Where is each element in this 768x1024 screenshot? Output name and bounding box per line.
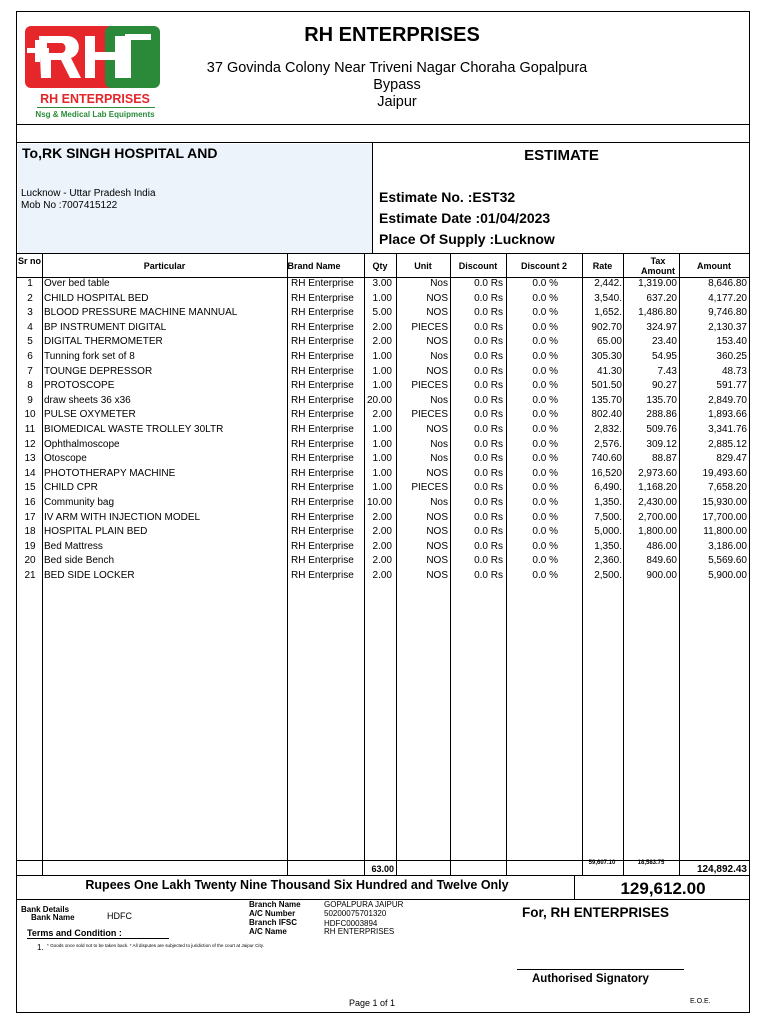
cell-discount: 0.0 Rs bbox=[474, 424, 503, 435]
cell-rate: 1,350. bbox=[594, 497, 622, 508]
cell-brand-name: RH Enterprise bbox=[291, 526, 354, 538]
cell-discount: 0.0 Rs bbox=[474, 394, 503, 406]
cell-tax-amount: 2,973.60 bbox=[638, 467, 677, 479]
cell-discount: 0.0 Rs bbox=[474, 380, 503, 392]
cell-tax-amount: 2,430.00 bbox=[638, 497, 677, 508]
table-row bbox=[17, 366, 749, 381]
cell-unit: NOS bbox=[426, 540, 448, 552]
cell-particular: BP INSTRUMENT DIGITAL bbox=[44, 321, 167, 333]
cell-amount: 360.25 bbox=[716, 351, 747, 362]
cell-particular: BIOMEDICAL WASTE TROLLEY 30LTR bbox=[44, 424, 224, 435]
cell-discount: 0.0 Rs bbox=[474, 292, 503, 304]
cell-tax-amount: 288.86 bbox=[646, 409, 677, 421]
cell-brand-name: RH Enterprise bbox=[291, 321, 354, 333]
cell-brand-name: RH Enterprise bbox=[291, 409, 354, 421]
ac-number: 50200075701320 bbox=[324, 909, 387, 918]
for-company: For, RH ENTERPRISES bbox=[522, 905, 670, 920]
cell-qty: 2.00 bbox=[372, 540, 392, 552]
cell-sr-no: 7 bbox=[27, 365, 33, 377]
table-row bbox=[17, 482, 749, 497]
cell-qty: 1.00 bbox=[372, 438, 392, 450]
cell-sr-no: 11 bbox=[24, 424, 36, 435]
cell-sr-no: 21 bbox=[24, 570, 36, 581]
cell-rate: 305.30 bbox=[591, 351, 622, 362]
cell-brand-name: RH Enterprise bbox=[291, 365, 354, 377]
estimate-date: Estimate Date :01/04/2023 bbox=[379, 210, 551, 226]
cell-discount: 0.0 Rs bbox=[474, 351, 503, 362]
cell-unit: PIECES bbox=[411, 482, 448, 494]
cell-tax-amount: 90.27 bbox=[651, 380, 677, 392]
customer-name: To,RK SINGH HOSPITAL AND bbox=[22, 145, 218, 161]
col-header-unit: Unit bbox=[414, 261, 432, 271]
customer-details bbox=[21, 188, 156, 212]
divider bbox=[17, 875, 749, 876]
company-address bbox=[177, 60, 617, 111]
cell-particular: IV ARM WITH INJECTION MODEL bbox=[44, 511, 201, 523]
cell-discount-2: 0.0 % bbox=[532, 292, 558, 304]
total-tax: 18,583.75 bbox=[637, 860, 665, 866]
cell-particular: CHILD CPR bbox=[44, 482, 98, 494]
grand-total: 129,612.00 bbox=[620, 879, 706, 898]
table-row bbox=[17, 351, 749, 366]
cell-amount: 8,646.80 bbox=[708, 278, 747, 289]
cell-particular: Community bag bbox=[44, 497, 115, 508]
cell-unit: NOS bbox=[426, 336, 448, 348]
cell-unit: PIECES bbox=[411, 321, 448, 333]
cell-brand-name: RH Enterprise bbox=[291, 336, 354, 348]
cell-rate: 902.70 bbox=[591, 321, 622, 333]
cell-qty: 1.00 bbox=[372, 292, 392, 304]
col-header-amount: Amount bbox=[697, 261, 731, 271]
table-row bbox=[17, 380, 749, 395]
cell-unit: NOS bbox=[426, 307, 448, 319]
cell-rate: 6,490. bbox=[594, 482, 622, 494]
cell-amount: 1,893.66 bbox=[708, 409, 747, 421]
cell-tax-amount: 486.00 bbox=[646, 540, 677, 552]
cell-qty: 1.00 bbox=[372, 482, 392, 494]
cell-rate: 41.30 bbox=[596, 365, 622, 377]
branch-name-label: Branch Name bbox=[249, 900, 301, 909]
cell-rate: 65.00 bbox=[596, 336, 622, 348]
cell-sr-no: 9 bbox=[27, 394, 33, 406]
cell-particular: PROTOSCOPE bbox=[44, 380, 115, 392]
cell-particular: CHILD HOSPITAL BED bbox=[44, 292, 149, 304]
cell-brand-name: RH Enterprise bbox=[291, 380, 354, 392]
cell-discount: 0.0 Rs bbox=[474, 482, 503, 494]
cell-unit: PIECES bbox=[411, 380, 448, 392]
cell-discount-2: 0.0 % bbox=[532, 424, 558, 435]
cell-discount: 0.0 Rs bbox=[474, 540, 503, 552]
authorised-signatory: Authorised Signatory bbox=[532, 973, 649, 985]
table-row bbox=[17, 278, 749, 293]
terms-text: * Goods once sold not to be taken back. * All disputes are subjected to juridiction of the court at Jaipur City. bbox=[47, 943, 264, 948]
cell-qty: 2.00 bbox=[372, 409, 392, 421]
bank-heading: Bank Details bbox=[21, 905, 70, 914]
cell-rate: 16,520 bbox=[591, 467, 622, 479]
estimate-info bbox=[379, 187, 555, 250]
cell-rate: 2,576. bbox=[594, 438, 622, 450]
cell-particular: DIGITAL THERMOMETER bbox=[44, 336, 163, 348]
cell-sr-no: 8 bbox=[27, 380, 33, 392]
cell-qty: 1.00 bbox=[372, 380, 392, 392]
ifsc-label: Branch IFSC bbox=[249, 918, 298, 927]
cell-sr-no: 16 bbox=[24, 497, 36, 508]
cell-rate: 740.60 bbox=[591, 453, 622, 465]
cell-particular: Tunning fork set of 8 bbox=[44, 351, 135, 362]
cell-discount: 0.0 Rs bbox=[474, 570, 503, 581]
cell-discount: 0.0 Rs bbox=[474, 453, 503, 465]
table-row bbox=[17, 526, 749, 541]
customer-mobile: Mob No :7007415122 bbox=[21, 200, 118, 211]
cell-tax-amount: 324.97 bbox=[646, 321, 677, 333]
cell-particular: Otoscope bbox=[44, 453, 87, 465]
rh-logo-icon bbox=[25, 26, 165, 136]
cell-tax-amount: 900.00 bbox=[646, 570, 677, 581]
cell-tax-amount: 2,700.00 bbox=[638, 511, 677, 523]
customer-location: Lucknow - Uttar Pradesh India bbox=[21, 188, 156, 199]
cell-sr-no: 10 bbox=[24, 409, 36, 421]
table-row bbox=[17, 439, 749, 454]
cell-particular: BLOOD PRESSURE MACHINE MANNUAL bbox=[44, 307, 238, 319]
cell-unit: Nos bbox=[430, 453, 448, 465]
amount-in-words: Rupees One Lakh Twenty Nine Thousand Six Hundred and Twelve Only bbox=[85, 878, 509, 892]
cell-discount: 0.0 Rs bbox=[474, 526, 503, 538]
cell-discount-2: 0.0 % bbox=[532, 278, 558, 289]
col-header-sr: Sr no bbox=[18, 256, 42, 266]
col-header-rate: Rate bbox=[592, 261, 613, 271]
cell-brand-name: RH Enterprise bbox=[291, 555, 354, 567]
cell-qty: 1.00 bbox=[372, 351, 392, 362]
cell-discount: 0.0 Rs bbox=[474, 307, 503, 319]
cell-amount: 15,930.00 bbox=[702, 497, 747, 508]
cell-particular: Bed side Bench bbox=[44, 555, 115, 567]
cell-discount: 0.0 Rs bbox=[474, 555, 503, 567]
cell-tax-amount: 309.12 bbox=[646, 438, 677, 450]
cell-unit: Nos bbox=[430, 438, 448, 450]
ac-number-label: A/C Number bbox=[249, 909, 296, 918]
cell-discount-2: 0.0 % bbox=[532, 511, 558, 523]
cell-discount-2: 0.0 % bbox=[532, 380, 558, 392]
cell-tax-amount: 135.70 bbox=[646, 394, 677, 406]
cell-discount: 0.0 Rs bbox=[474, 409, 503, 421]
terms-number: 1. bbox=[37, 943, 44, 952]
cell-tax-amount: 88.87 bbox=[651, 453, 677, 465]
cell-qty: 1.00 bbox=[372, 467, 392, 479]
cell-discount-2: 0.0 % bbox=[532, 540, 558, 552]
cell-brand-name: RH Enterprise bbox=[291, 278, 354, 289]
cell-sr-no: 18 bbox=[24, 526, 36, 538]
cell-particular: Over bed table bbox=[44, 278, 110, 289]
cell-rate: 2,360. bbox=[594, 555, 622, 567]
cell-particular: HOSPITAL PLAIN BED bbox=[44, 526, 148, 538]
cell-discount-2: 0.0 % bbox=[532, 526, 558, 538]
cell-discount: 0.0 Rs bbox=[474, 336, 503, 348]
terms-heading: Terms and Condition : bbox=[27, 929, 169, 939]
table-row bbox=[17, 570, 749, 585]
divider bbox=[17, 124, 749, 125]
cell-rate: 501.50 bbox=[591, 380, 622, 392]
estimate-number: Estimate No. :EST32 bbox=[379, 189, 516, 205]
cell-qty: 2.00 bbox=[372, 526, 392, 538]
cell-discount-2: 0.0 % bbox=[532, 336, 558, 348]
cell-particular: TOUNGE DEPRESSOR bbox=[44, 365, 153, 377]
table-row bbox=[17, 541, 749, 556]
cell-amount: 19,493.60 bbox=[702, 467, 747, 479]
cell-amount: 4,177.20 bbox=[708, 292, 747, 304]
cell-rate: 802.40 bbox=[591, 409, 622, 421]
cell-sr-no: 17 bbox=[24, 511, 36, 523]
ac-name-label: A/C Name bbox=[249, 927, 287, 936]
cell-qty: 2.00 bbox=[372, 321, 392, 333]
cell-qty: 1.00 bbox=[372, 424, 392, 435]
cell-qty: 2.00 bbox=[372, 336, 392, 348]
cell-amount: 11,800.00 bbox=[703, 526, 747, 538]
cell-amount: 7,658.20 bbox=[708, 482, 747, 494]
cell-discount-2: 0.0 % bbox=[532, 555, 558, 567]
table-row bbox=[17, 322, 749, 337]
cell-sr-no: 5 bbox=[27, 336, 33, 348]
cell-amount: 9,746.80 bbox=[708, 307, 747, 319]
cell-amount: 3,341.76 bbox=[708, 424, 747, 435]
estimate-document bbox=[16, 11, 750, 1013]
cell-brand-name: RH Enterprise bbox=[291, 424, 354, 435]
cell-sr-no: 13 bbox=[24, 453, 36, 465]
cell-tax-amount: 23.40 bbox=[651, 336, 677, 348]
cell-qty: 1.00 bbox=[372, 365, 392, 377]
cell-rate: 1,652. bbox=[594, 307, 622, 319]
cell-discount-2: 0.0 % bbox=[532, 482, 558, 494]
cell-unit: NOS bbox=[426, 365, 448, 377]
signature-line bbox=[517, 969, 684, 970]
eoe: E.O.E. bbox=[690, 998, 711, 1005]
cell-unit: NOS bbox=[426, 292, 448, 304]
ac-name: RH ENTERPRISES bbox=[324, 927, 395, 936]
cell-brand-name: RH Enterprise bbox=[291, 511, 354, 523]
cell-discount: 0.0 Rs bbox=[474, 467, 503, 479]
cell-unit: Nos bbox=[430, 351, 448, 362]
cell-sr-no: 2 bbox=[27, 292, 33, 304]
table-row bbox=[17, 468, 749, 483]
cell-brand-name: RH Enterprise bbox=[291, 467, 354, 479]
total-qty: 63.00 bbox=[371, 864, 394, 874]
col-header-tax: Tax Amount bbox=[641, 256, 675, 276]
table-row bbox=[17, 395, 749, 410]
cell-unit: PIECES bbox=[411, 409, 448, 421]
cell-sr-no: 1 bbox=[27, 278, 33, 289]
cell-amount: 5,569.60 bbox=[708, 555, 747, 567]
cell-amount: 48.73 bbox=[721, 365, 747, 377]
cell-tax-amount: 54.95 bbox=[651, 351, 677, 362]
cell-sr-no: 20 bbox=[24, 555, 36, 567]
cell-amount: 829.47 bbox=[716, 453, 747, 465]
cell-sr-no: 15 bbox=[24, 482, 36, 494]
cell-particular: PULSE OXYMETER bbox=[44, 409, 136, 421]
bank-name: HDFC bbox=[107, 911, 132, 921]
cell-sr-no: 14 bbox=[24, 467, 36, 479]
cell-amount: 2,885.12 bbox=[708, 438, 747, 450]
cell-particular: PHOTOTHERAPY MACHINE bbox=[44, 467, 176, 479]
cell-rate: 2,442. bbox=[594, 278, 622, 289]
cell-discount: 0.0 Rs bbox=[474, 365, 503, 377]
cell-tax-amount: 509.76 bbox=[646, 424, 677, 435]
cell-amount: 2,130.37 bbox=[708, 321, 747, 333]
cell-discount-2: 0.0 % bbox=[532, 394, 558, 406]
cell-sr-no: 4 bbox=[27, 321, 33, 333]
cell-qty: 5.00 bbox=[372, 307, 392, 319]
total-amount: 124,892.43 bbox=[696, 864, 747, 875]
place-of-supply: Place Of Supply :Lucknow bbox=[379, 231, 555, 247]
cell-brand-name: RH Enterprise bbox=[291, 497, 354, 508]
cell-brand-name: RH Enterprise bbox=[291, 540, 354, 552]
cell-brand-name: RH Enterprise bbox=[291, 570, 354, 581]
cell-tax-amount: 637.20 bbox=[646, 292, 677, 304]
table-row bbox=[17, 512, 749, 527]
cell-qty: 20.00 bbox=[366, 394, 392, 406]
cell-rate: 2,832. bbox=[594, 424, 622, 435]
total-rate: 59,607.10 bbox=[588, 860, 616, 866]
cell-rate: 2,500. bbox=[594, 570, 622, 581]
address-line: Jaipur bbox=[377, 94, 417, 110]
col-header-brand: Brand Name bbox=[287, 261, 341, 271]
divider bbox=[17, 253, 749, 254]
cell-tax-amount: 1,486.80 bbox=[638, 307, 677, 319]
cell-sr-no: 6 bbox=[27, 351, 33, 362]
cell-rate: 135.70 bbox=[591, 394, 622, 406]
cell-amount: 3,186.00 bbox=[708, 540, 747, 552]
address-line: Bypass bbox=[373, 77, 421, 93]
cell-tax-amount: 7.43 bbox=[657, 365, 677, 377]
cell-sr-no: 3 bbox=[27, 307, 33, 319]
cell-amount: 2,849.70 bbox=[708, 394, 747, 406]
cell-tax-amount: 849.60 bbox=[646, 555, 677, 567]
cell-brand-name: RH Enterprise bbox=[291, 292, 354, 304]
cell-qty: 2.00 bbox=[372, 555, 392, 567]
cell-qty: 1.00 bbox=[372, 453, 392, 465]
divider bbox=[372, 142, 373, 254]
cell-amount: 591.77 bbox=[716, 380, 747, 392]
cell-discount: 0.0 Rs bbox=[474, 438, 503, 450]
logo-text: RH ENTERPRISES bbox=[40, 92, 150, 106]
bank-name-label: Bank Name bbox=[31, 913, 75, 922]
cell-particular: draw sheets 36 x36 bbox=[44, 394, 131, 406]
address-line: 37 Govinda Colony Near Triveni Nagar Choraha Gopalpura bbox=[206, 60, 588, 76]
cell-discount-2: 0.0 % bbox=[532, 467, 558, 479]
table-row bbox=[17, 293, 749, 308]
cell-unit: NOS bbox=[426, 555, 448, 567]
col-header-discount2: Discount 2 bbox=[520, 261, 567, 271]
cell-qty: 10.00 bbox=[366, 497, 392, 508]
cell-brand-name: RH Enterprise bbox=[291, 482, 354, 494]
cell-tax-amount: 1,800.00 bbox=[638, 526, 677, 538]
cell-discount-2: 0.0 % bbox=[532, 351, 558, 362]
estimate-heading: ESTIMATE bbox=[524, 147, 599, 164]
cell-discount-2: 0.0 % bbox=[532, 307, 558, 319]
cell-tax-amount: 1,168.20 bbox=[638, 482, 677, 494]
ifsc-code: HDFC0003894 bbox=[324, 919, 378, 928]
cell-particular: BED SIDE LOCKER bbox=[44, 570, 135, 581]
cell-qty: 2.00 bbox=[372, 511, 392, 523]
company-name: RH ENTERPRISES bbox=[304, 24, 480, 46]
cell-unit: Nos bbox=[430, 394, 448, 406]
cell-discount: 0.0 Rs bbox=[474, 497, 503, 508]
table-row bbox=[17, 497, 749, 512]
cell-unit: NOS bbox=[426, 511, 448, 523]
cell-unit: NOS bbox=[426, 526, 448, 538]
cell-brand-name: RH Enterprise bbox=[291, 438, 354, 450]
cell-discount-2: 0.0 % bbox=[532, 321, 558, 333]
cell-unit: NOS bbox=[426, 467, 448, 479]
cell-unit: Nos bbox=[430, 497, 448, 508]
cell-brand-name: RH Enterprise bbox=[291, 307, 354, 319]
cell-brand-name: RH Enterprise bbox=[291, 394, 354, 406]
cell-discount: 0.0 Rs bbox=[474, 278, 503, 289]
col-header-discount: Discount bbox=[458, 261, 498, 271]
cell-unit: Nos bbox=[430, 278, 448, 289]
company-logo bbox=[25, 26, 165, 136]
cell-discount-2: 0.0 % bbox=[532, 453, 558, 465]
logo-tagline: Nsg & Medical Lab Equipments bbox=[35, 110, 155, 119]
table-row bbox=[17, 555, 749, 570]
table-row bbox=[17, 336, 749, 351]
divider bbox=[17, 142, 749, 143]
cell-discount-2: 0.0 % bbox=[532, 570, 558, 581]
cell-sr-no: 19 bbox=[24, 540, 36, 552]
branch-name: GOPALPURA JAIPUR bbox=[324, 900, 404, 909]
cell-brand-name: RH Enterprise bbox=[291, 351, 354, 362]
table-row bbox=[17, 424, 749, 439]
col-header-qty: Qty bbox=[372, 261, 388, 271]
cell-amount: 153.40 bbox=[716, 336, 747, 348]
cell-particular: Ophthalmoscope bbox=[44, 438, 120, 450]
cell-rate: 3,540. bbox=[594, 292, 622, 304]
table-row bbox=[17, 307, 749, 322]
cell-rate: 7,500. bbox=[594, 511, 622, 523]
cell-amount: 17,700.00 bbox=[702, 511, 747, 523]
cell-amount: 5,900.00 bbox=[708, 570, 747, 581]
cell-brand-name: RH Enterprise bbox=[291, 453, 354, 465]
cell-unit: NOS bbox=[426, 424, 448, 435]
cell-discount-2: 0.0 % bbox=[532, 365, 558, 377]
cell-sr-no: 12 bbox=[24, 438, 36, 450]
cell-discount: 0.0 Rs bbox=[474, 511, 503, 523]
cell-qty: 3.00 bbox=[372, 278, 392, 289]
cell-discount-2: 0.0 % bbox=[532, 438, 558, 450]
table-row bbox=[17, 453, 749, 468]
cell-rate: 1,350. bbox=[594, 540, 622, 552]
cell-qty: 2.00 bbox=[372, 570, 392, 581]
cell-discount-2: 0.0 % bbox=[532, 409, 558, 421]
cell-unit: NOS bbox=[426, 570, 448, 581]
cell-rate: 5,000. bbox=[594, 526, 622, 538]
cell-discount-2: 0.0 % bbox=[532, 497, 558, 508]
cell-discount: 0.0 Rs bbox=[474, 321, 503, 333]
cell-tax-amount: 1,319.00 bbox=[638, 278, 677, 289]
page-number: Page 1 of 1 bbox=[348, 998, 396, 1008]
table-row bbox=[17, 409, 749, 424]
cell-particular: Bed Mattress bbox=[44, 540, 103, 552]
col-header-particular: Particular bbox=[143, 261, 186, 271]
logo-divider bbox=[37, 107, 155, 108]
